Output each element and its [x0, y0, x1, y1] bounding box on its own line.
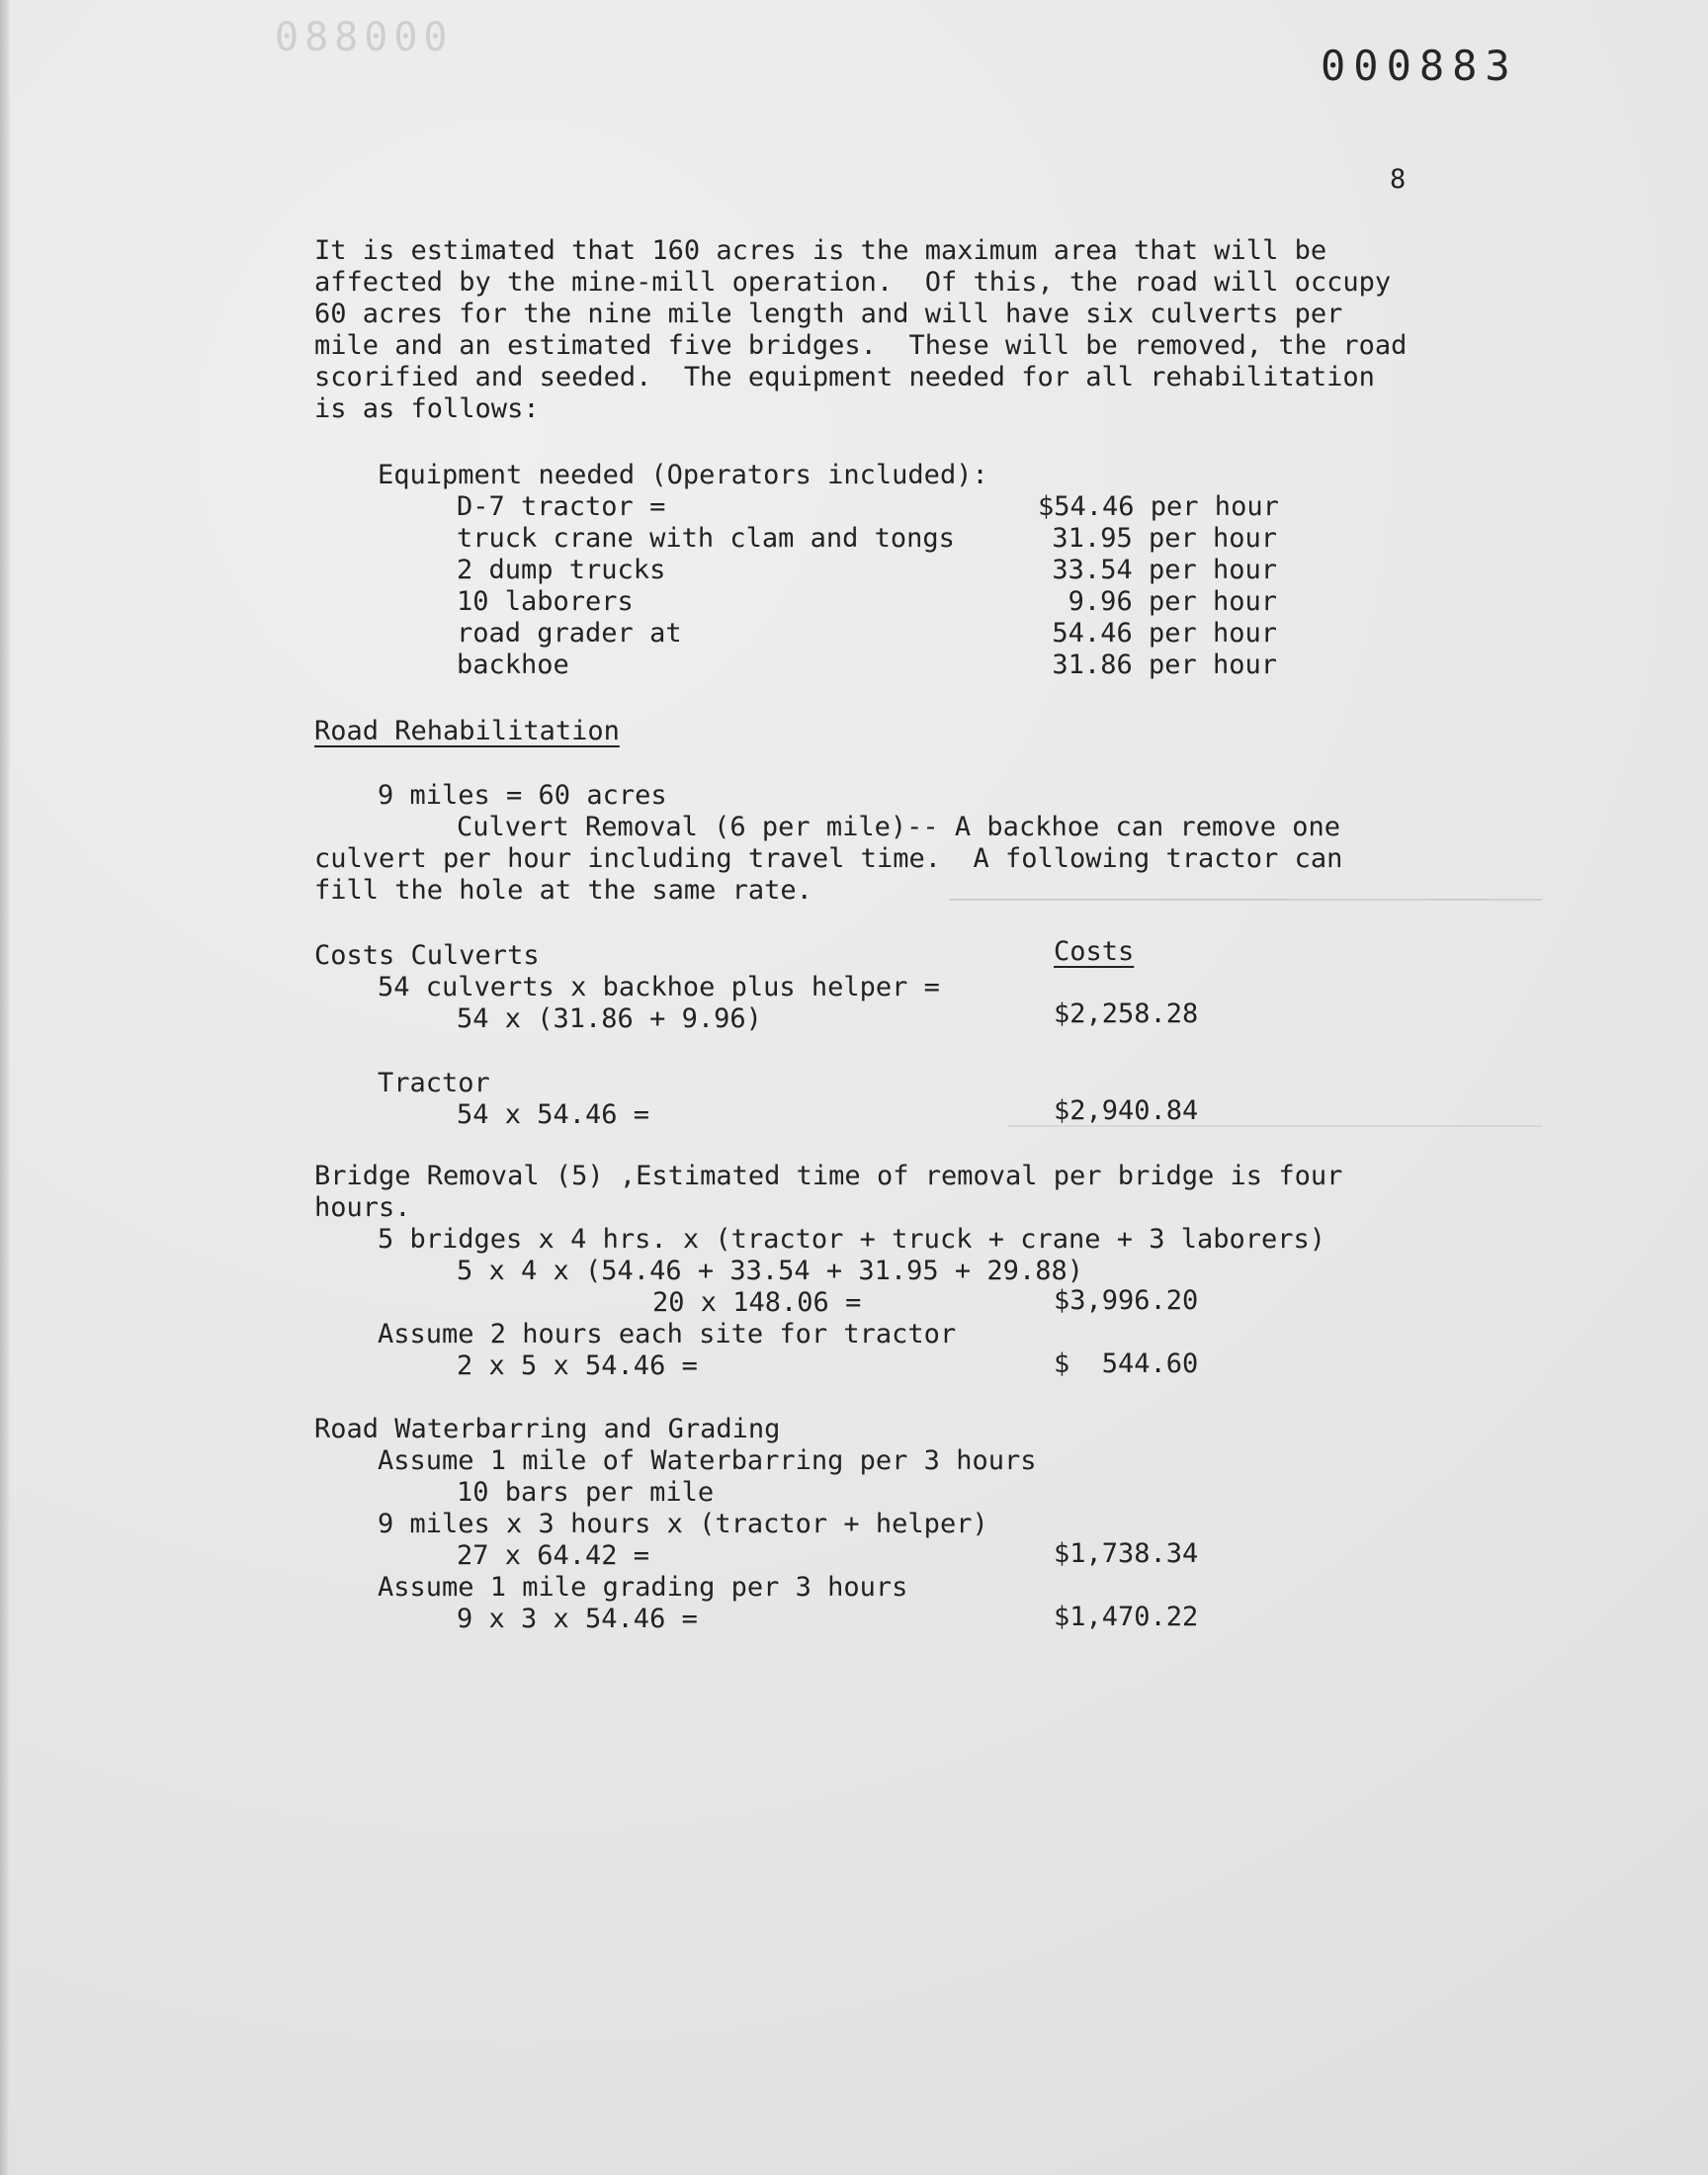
culvert-line: fill the hole at the same rate.	[314, 875, 812, 906]
miles-line: 9 miles = 60 acres	[378, 780, 667, 811]
page-number: 8	[1390, 164, 1407, 195]
bridge-line: hours.	[314, 1192, 411, 1223]
scan-edge	[0, 0, 10, 2175]
waterbar-line: Assume 1 mile of Waterbarring per 3 hours	[378, 1445, 1037, 1476]
intro-line: scorified and seeded. The equipment needed for all rehabilitation	[314, 362, 1375, 392]
intro-line: It is estimated that 160 acres is the maximum area that will be	[314, 235, 1327, 266]
cost-amount: $2,258.28	[1054, 999, 1199, 1029]
equipment-name: 10 laborers	[457, 586, 634, 617]
equipment-name: truck crane with clam and tongs	[457, 523, 955, 554]
waterbar-line: Assume 1 mile grading per 3 hours	[378, 1572, 908, 1603]
waterbar-line: 27 x 64.42 =	[457, 1540, 650, 1571]
section-heading-road-rehabilitation: Road Rehabilitation	[314, 716, 620, 746]
cost-calc-line: 54 x 54.46 =	[457, 1099, 650, 1130]
bridge-line: 20 x 148.06 =	[652, 1287, 862, 1318]
faint-stamp: 088000	[275, 15, 454, 60]
cost-amount: $3,996.20	[1054, 1285, 1199, 1316]
equipment-name: backhoe	[457, 650, 569, 680]
bridge-line: 2 x 5 x 54.46 =	[457, 1350, 698, 1381]
costs-column-heading: Costs	[1054, 936, 1135, 967]
scan-artifact-line	[949, 899, 1542, 901]
equipment-rate: 31.86 per hour	[1052, 650, 1277, 680]
intro-line: 60 acres for the nine mile length and will have six culverts per	[314, 299, 1343, 329]
waterbar-line: 9 x 3 x 54.46 =	[457, 1604, 698, 1634]
bridge-line: Assume 2 hours each site for tractor	[378, 1319, 957, 1349]
cost-amount: $2,940.84	[1054, 1095, 1199, 1126]
culvert-line: Culvert Removal (6 per mile)-- A backhoe can remove one	[457, 812, 1341, 842]
intro-line: affected by the mine-mill operation. Of this, the road will occupy	[314, 267, 1392, 298]
cost-amount: $ 544.60	[1054, 1348, 1199, 1379]
waterbarring-heading: Road Waterbarring and Grading	[314, 1414, 781, 1444]
bridge-line: 5 bridges x 4 hrs. x (tractor + truck + crane + 3 laborers)	[378, 1224, 1326, 1255]
equipment-rate: 33.54 per hour	[1052, 555, 1277, 585]
equipment-rate: $54.46 per hour	[1038, 491, 1279, 522]
equipment-name: D-7 tractor =	[457, 491, 666, 522]
document-number: 000883	[1321, 42, 1518, 90]
equipment-name: road grader at	[457, 618, 682, 649]
tractor-label: Tractor	[378, 1068, 490, 1098]
costs-culverts-heading: Costs Culverts	[314, 940, 540, 971]
equipment-heading: Equipment needed (Operators included):	[378, 460, 988, 490]
cost-calc-line: 54 culverts x backhoe plus helper =	[378, 972, 940, 1002]
cost-amount: $1,738.34	[1054, 1538, 1199, 1569]
waterbar-line: 10 bars per mile	[457, 1477, 715, 1508]
bridge-line: Bridge Removal (5) ,Estimated time of removal per bridge is four	[314, 1161, 1343, 1191]
waterbar-line: 9 miles x 3 hours x (tractor + helper)	[378, 1509, 988, 1539]
equipment-rate: 54.46 per hour	[1052, 618, 1277, 649]
intro-line: mile and an estimated five bridges. These will be removed, the road	[314, 330, 1408, 361]
equipment-rate: 9.96 per hour	[1068, 586, 1277, 617]
intro-line: is as follows:	[314, 393, 540, 424]
cost-calc-line: 54 x (31.86 + 9.96)	[457, 1003, 762, 1034]
equipment-rate: 31.95 per hour	[1052, 523, 1277, 554]
cost-amount: $1,470.22	[1054, 1602, 1199, 1632]
equipment-name: 2 dump trucks	[457, 555, 666, 585]
bridge-line: 5 x 4 x (54.46 + 33.54 + 31.95 + 29.88)	[457, 1256, 1083, 1286]
culvert-line: culvert per hour including travel time. A following tractor can	[314, 843, 1343, 874]
